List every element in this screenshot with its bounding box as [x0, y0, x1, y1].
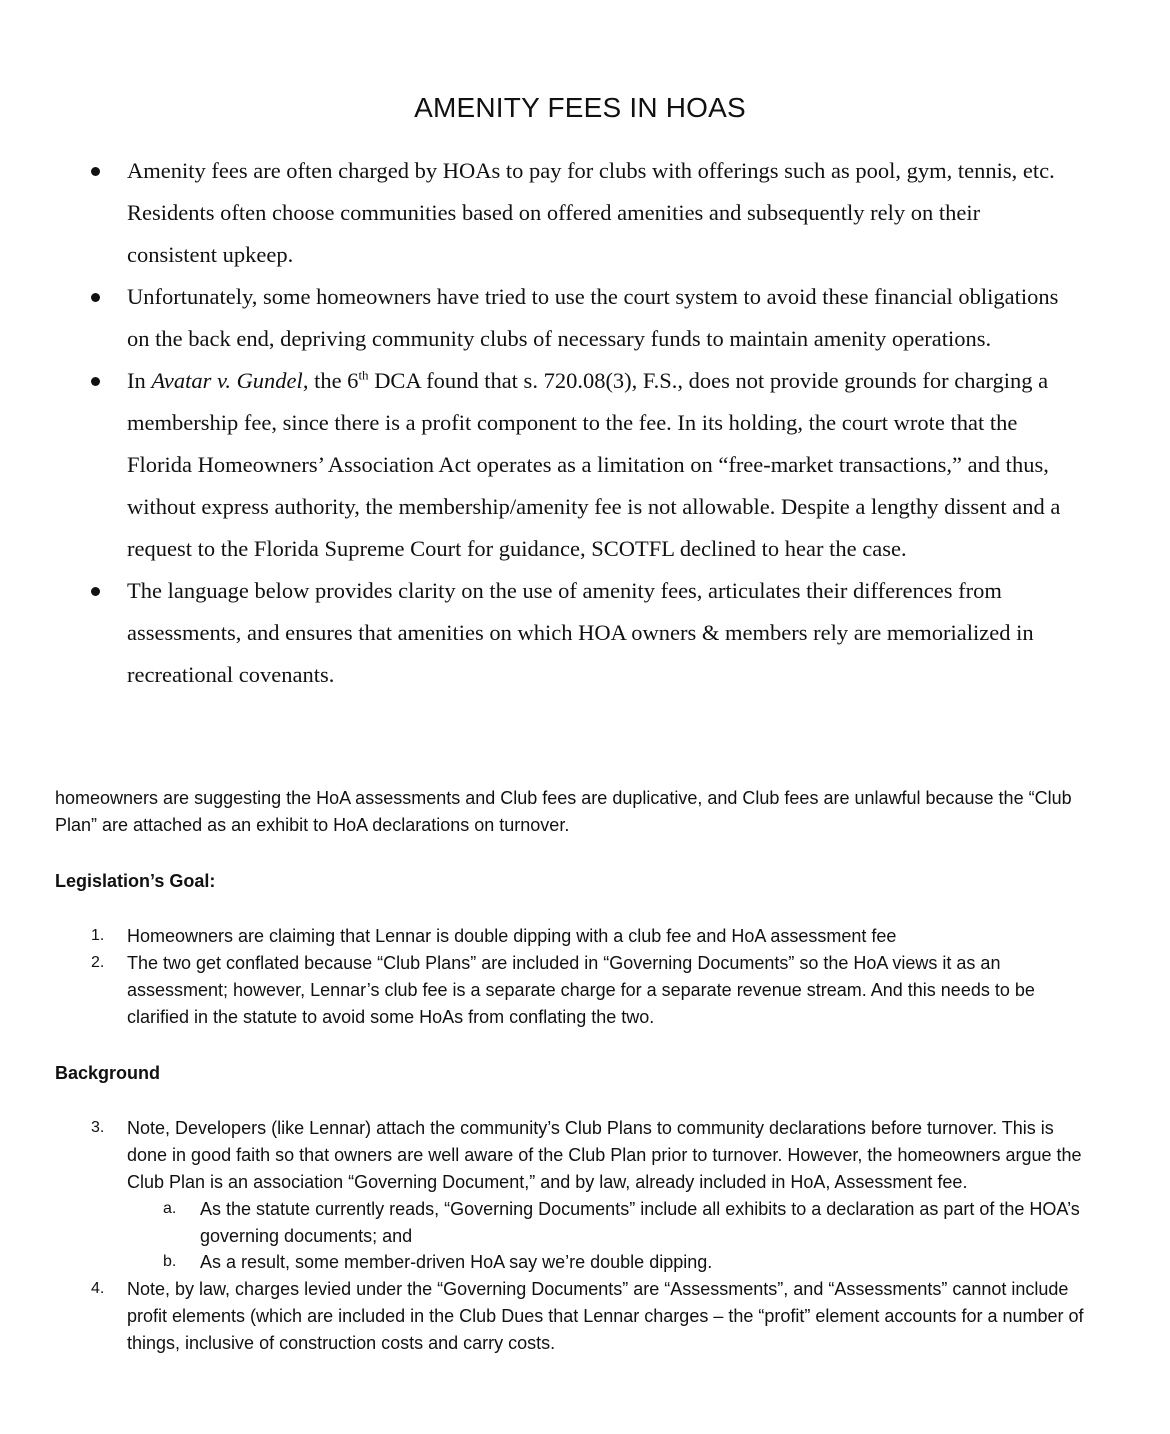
- background-list: [55, 1115, 1085, 1356]
- bullet-text: DCA found that s. 720.08(3), F.S., does not provide grounds for charging a membership fee, since there is a profit component to the fee. In its holding, the court wrote that the Florida Homeowners’ Association Act operates as a limitation on “free-market transactions,” and thus, without express authority, the membership/amenity fee is not allowable. Despite a lengthy dissent and a request to the Florida Supreme Court for guidance, SCOTFL declined to hear the case.: [127, 368, 1061, 561]
- bullet-icon: [91, 293, 100, 302]
- ordinal-suffix: th: [358, 367, 369, 383]
- list-item: [55, 950, 1085, 1030]
- item-number: 2.: [91, 954, 105, 972]
- bullet-item: [0, 570, 1072, 696]
- list-item: [55, 1115, 1085, 1195]
- bullet-item: [0, 276, 1072, 360]
- intro-paragraph: homeowners are suggesting the HoA assessments and Club fees are duplicative, and Club fees are unlawful because the “Club Plan” are attached as an exhibit to HoA declarations on turnover.: [55, 788, 1072, 835]
- item-text: As the statute currently reads, “Governing Documents” include all exhibits to a declaration as part of the HOA’s governing documents; and: [200, 1198, 1080, 1246]
- bullet-icon: [91, 377, 100, 386]
- bullet-icon: [91, 167, 100, 176]
- item-text: As a result, some member-driven HoA say we’re double dipping.: [200, 1252, 713, 1273]
- goal-heading: Legislation’s Goal:: [55, 870, 216, 891]
- item-letter: a.: [163, 1199, 177, 1217]
- document-title: AMENITY FEES IN HOAS: [414, 92, 746, 123]
- background-heading: Background: [55, 1062, 161, 1083]
- item-number: 3.: [91, 1119, 105, 1137]
- item-text: Homeowners are claiming that Lennar is double dipping with a club fee and HoA assessment fee: [127, 926, 897, 947]
- list-item: [55, 923, 1085, 950]
- item-text: The two get conflated because “Club Plans” are included in “Governing Documents” so the HoA views it as an assessment; however, Lennar’s club fee is a separate charge for a separate revenue stream. And this needs to be clarified in the statute to avoid some HoAs from conflating the two.: [127, 953, 1035, 1027]
- sub-list-item: [55, 1249, 1085, 1276]
- bullet-text: Unfortunately, some homeowners have tried to use the court system to avoid these financial obligations on the back end, depriving community clubs of necessary funds to maintain amenity operations.: [127, 284, 1059, 351]
- sub-list-item: [55, 1196, 1085, 1250]
- case-name: Avatar v. Gundel: [151, 368, 303, 393]
- item-number: 1.: [91, 927, 105, 945]
- bullet-mid: , the 6: [302, 368, 359, 393]
- memo-section: [55, 785, 1085, 1357]
- item-letter: b.: [163, 1253, 177, 1271]
- item-number: 4.: [91, 1280, 105, 1298]
- bullet-item: [0, 360, 1072, 570]
- goal-list: [55, 923, 1085, 1030]
- bullet-icon: [91, 587, 100, 596]
- bullet-text: Amenity fees are often charged by HOAs to pay for clubs with offerings such as pool, gym, tennis, etc. Residents often choose communities based on offered amenities and subsequently rely on their consistent upkeep.: [127, 158, 1055, 267]
- bullet-text: The language below provides clarity on the use of amenity fees, articulates their differences from assessments, and ensures that amenities on which HOA owners & members rely are memorialized in recreational covenants.: [127, 578, 1034, 687]
- list-item: [55, 1276, 1085, 1356]
- item-text: Note, Developers (like Lennar) attach the community’s Club Plans to community declarations before turnover. This is done in good faith so that owners are well aware of the Club Plan prior to turnover. However, the homeowners argue the Club Plan is an association “Governing Document,” and by law, already included in HoA, Assessment fee.: [127, 1118, 1082, 1192]
- bullet-item: [0, 150, 1072, 276]
- bullet-prefix: In: [127, 368, 152, 393]
- item-text: Note, by law, charges levied under the “Governing Documents” are “Assessments”, and “Assessments” cannot include profit elements (which are included in the Club Dues that Lennar charges – the “profit” element accounts for a number of things, inclusive of construction costs and carry costs.: [127, 1279, 1084, 1353]
- bullet-list: [0, 150, 1170, 696]
